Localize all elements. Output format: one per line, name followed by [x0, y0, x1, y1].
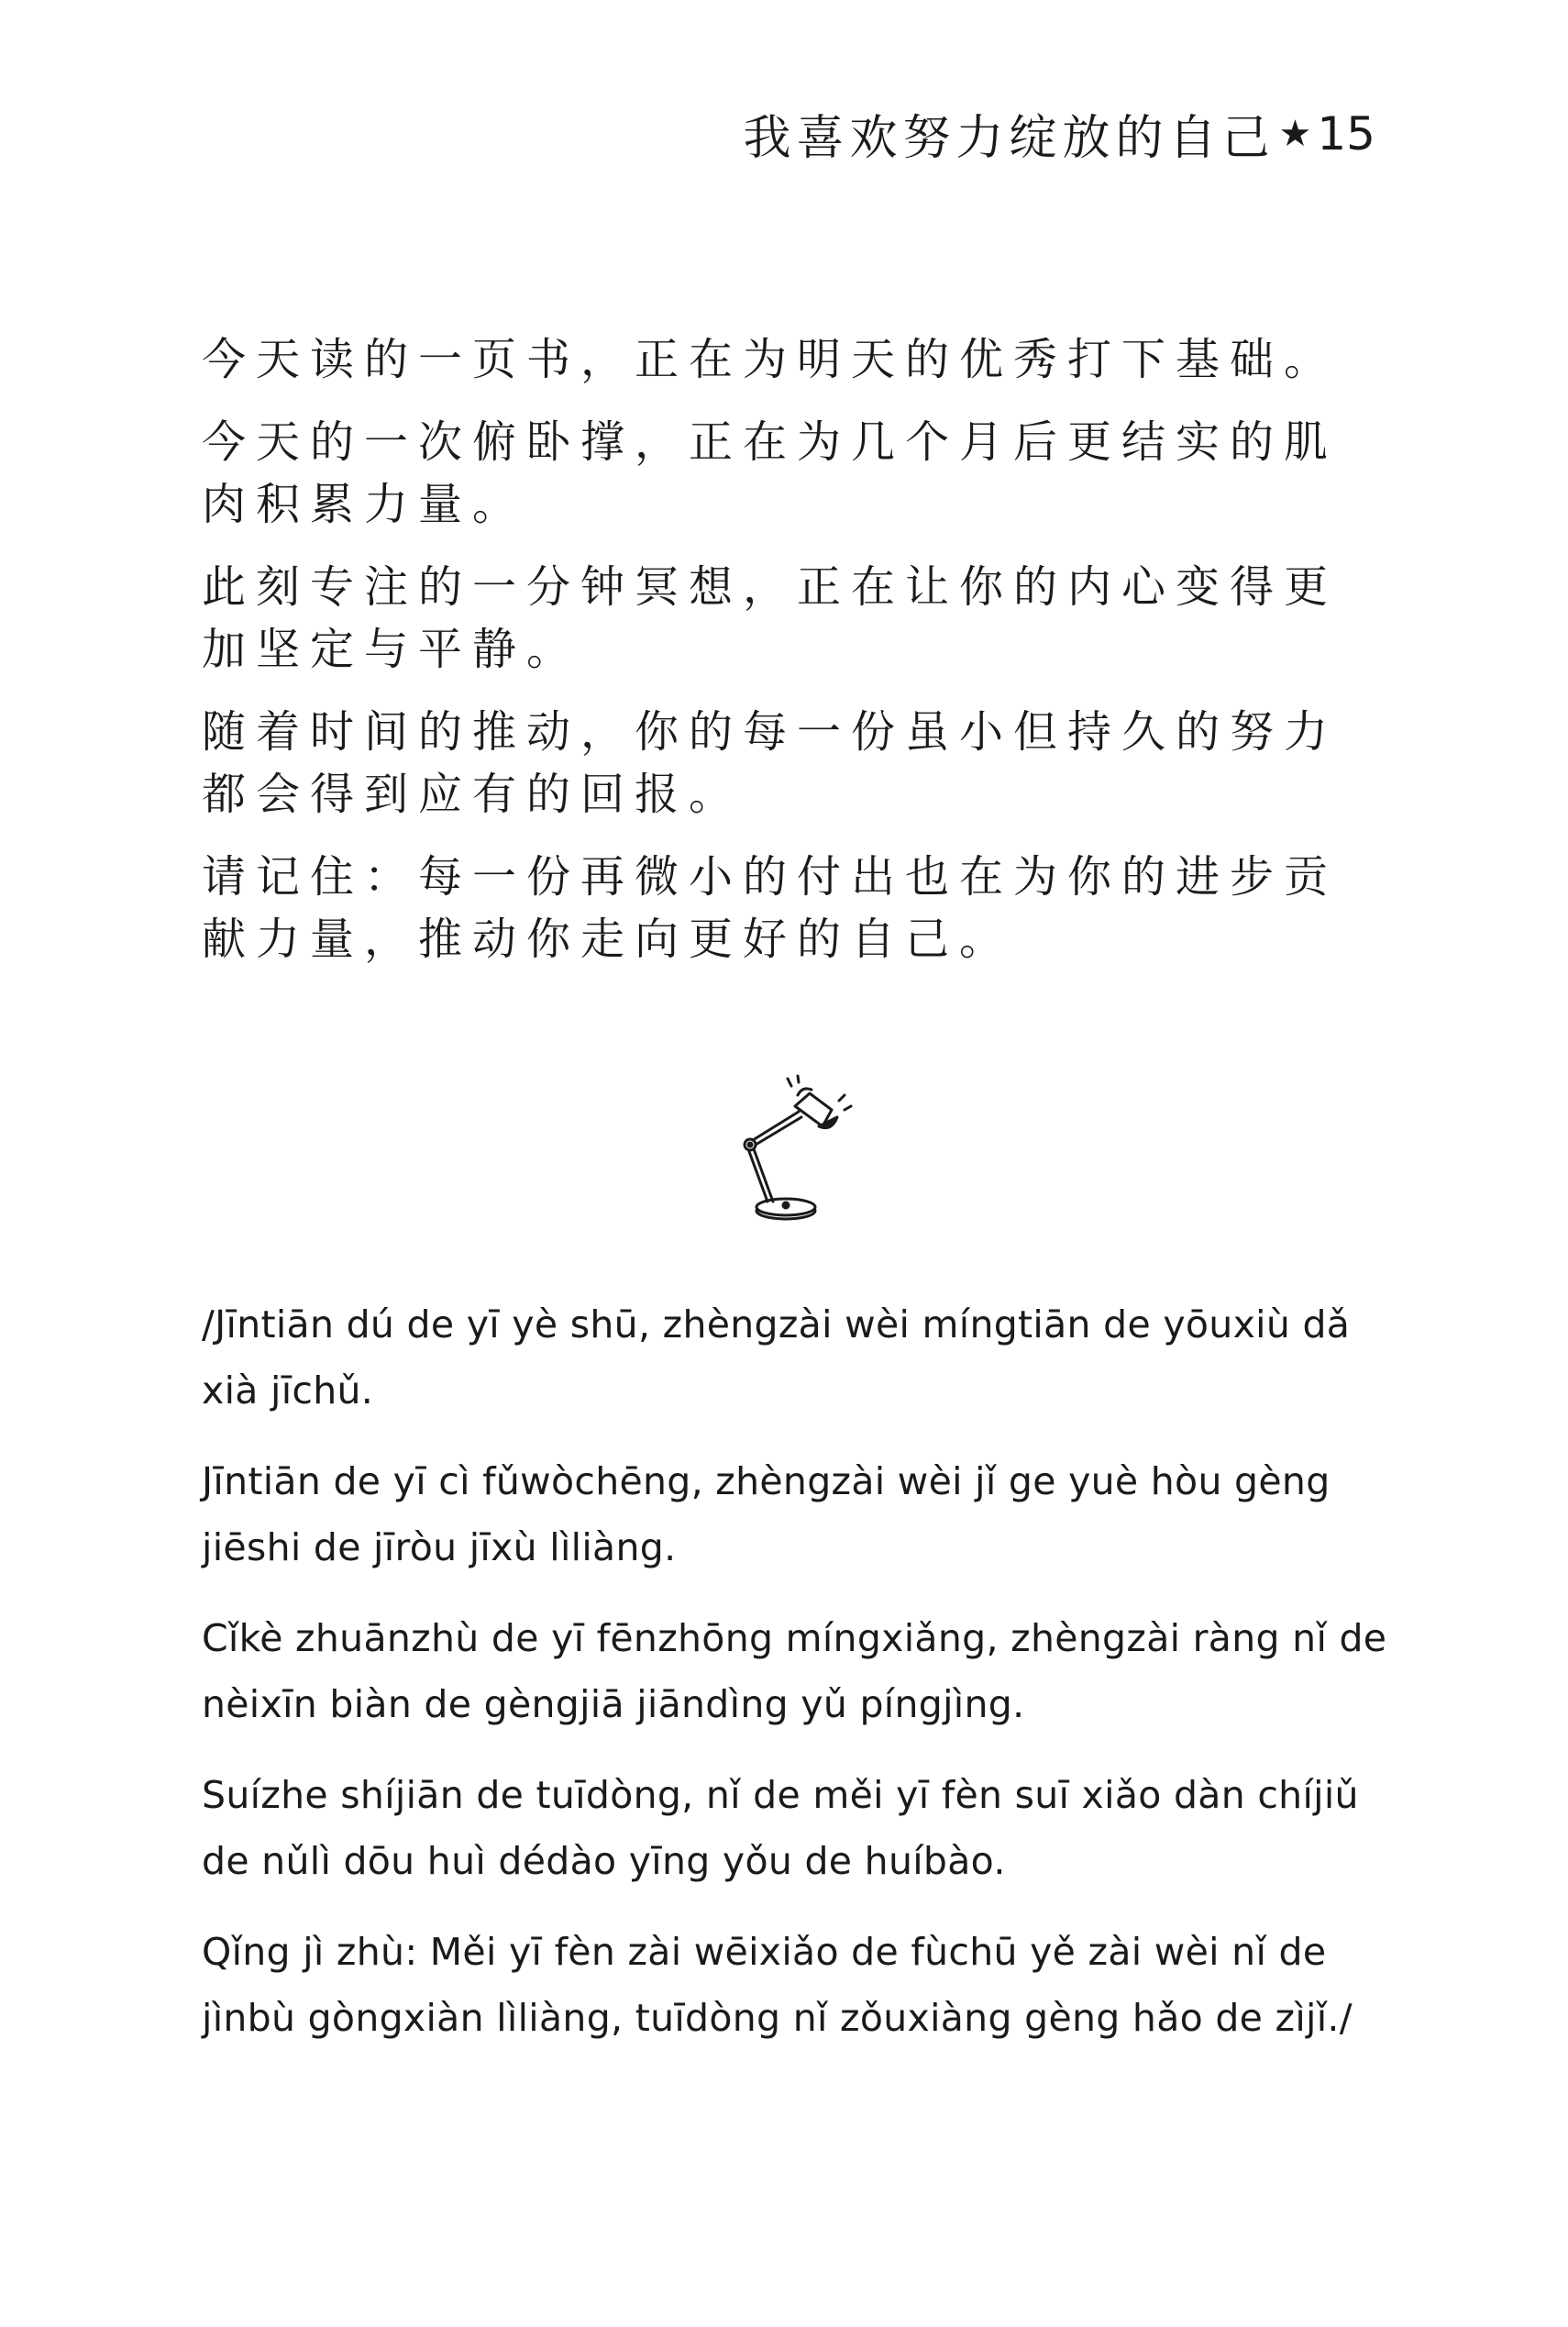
pinyin-paragraph: /Jīntiān dú de yī yè shū, zhèngzài wèi míngtiān de yōuxiù dǎ xià jīchǔ. [202, 1302, 1351, 1413]
pinyin-paragraph: Suízhe shíjiān de tuīdòng, nǐ de měi yī fèn suī xiǎo dàn chíjiǔ de nǔlì dōu huì dédào yīng yǒu de huíbào. [202, 1773, 1359, 1883]
chinese-paragraph: 随着时间的推动，你的每一份虽小但持久的努力都会得到应有的回报。 [202, 706, 1339, 820]
star-icon: ★ [1278, 112, 1312, 155]
running-header [744, 99, 1376, 168]
chinese-paragraph: 此刻专注的一分钟冥想，正在让你的内心变得更加坚定与平静。 [202, 561, 1339, 675]
pinyin-paragraph: Qǐng jì zhù: Měi yī fèn zài wēixiǎo de fùchū yě zài wèi nǐ de jìnbù gòngxiàn lìliàng, tuīdòng nǐ zǒuxiàng gèng hǎo de zìjǐ./ [202, 1930, 1353, 2040]
pinyin-text-block [202, 1291, 1394, 2076]
pinyin-paragraph: Cǐkè zhuānzhù de yī fēnzhōng míngxiǎng, zhèngzài ràng nǐ de nèixīn biàn de gèngjiā jiāndìng yǔ píngjìng. [202, 1616, 1387, 1726]
chinese-paragraph: 请记住：每一份再微小的付出也在为你的进步贡献力量，推动你走向更好的自己。 [202, 851, 1339, 965]
chapter-title: 我喜欢努力绽放的自己 [743, 111, 1275, 166]
chinese-paragraph: 今天的一次俯卧撑，正在为几个月后更结实的肌肉积累力量。 [202, 416, 1339, 530]
pinyin-paragraph: Jīntiān de yī cì fǔwòchēng, zhèngzài wèi jǐ ge yuè hòu gèng jiēshi de jīròu jīxù lìliàng. [202, 1459, 1331, 1569]
desk-lamp-icon [711, 1073, 867, 1229]
chinese-text-block [202, 328, 1385, 991]
page-number: 15 [1317, 106, 1375, 161]
chinese-paragraph: 今天读的一页书，正在为明天的优秀打下基础。 [202, 334, 1339, 385]
